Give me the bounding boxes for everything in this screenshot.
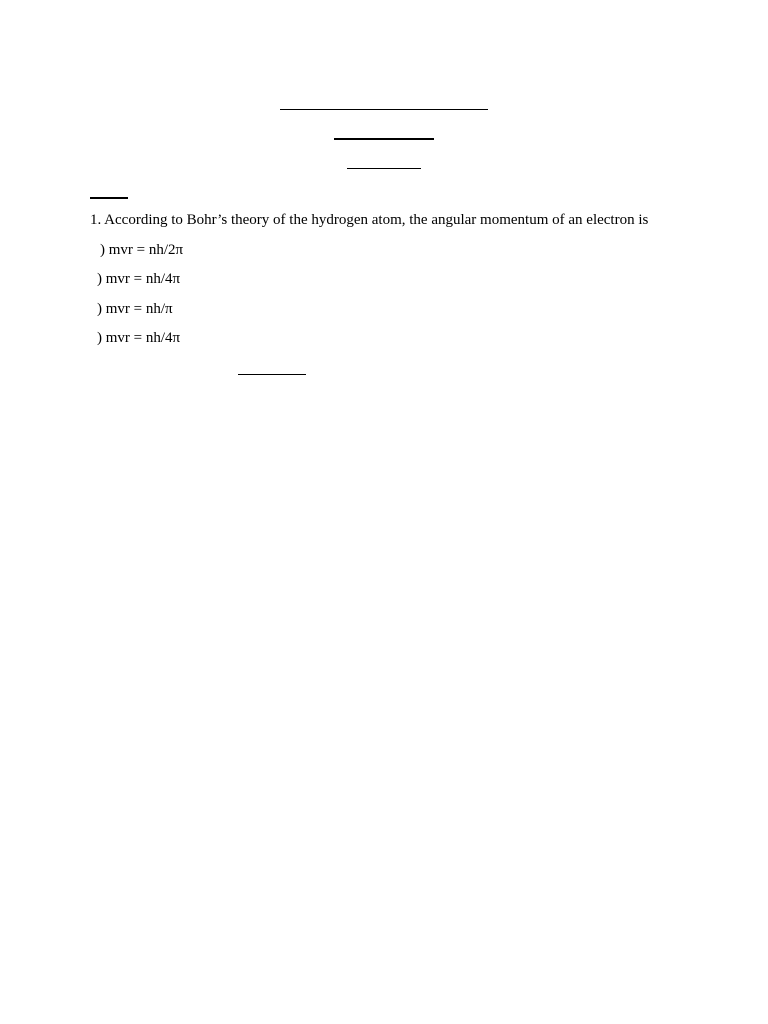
title-underline bbox=[280, 109, 488, 110]
option-c: ) mvr = nh/π bbox=[97, 301, 173, 317]
answer-blank bbox=[238, 374, 306, 375]
option-b: ) mvr = nh/4π bbox=[97, 271, 181, 287]
option-d: ) mvr = nh/4π bbox=[97, 330, 181, 346]
heading-underline bbox=[347, 168, 421, 169]
question-text: 1. According to Bohr’s theory of the hydrogen atom, the angular momentum of an electron is bbox=[90, 212, 649, 228]
subtitle-underline bbox=[334, 138, 434, 140]
section-underline bbox=[90, 197, 128, 199]
option-a: ) mvr = nh/2π bbox=[100, 242, 184, 258]
